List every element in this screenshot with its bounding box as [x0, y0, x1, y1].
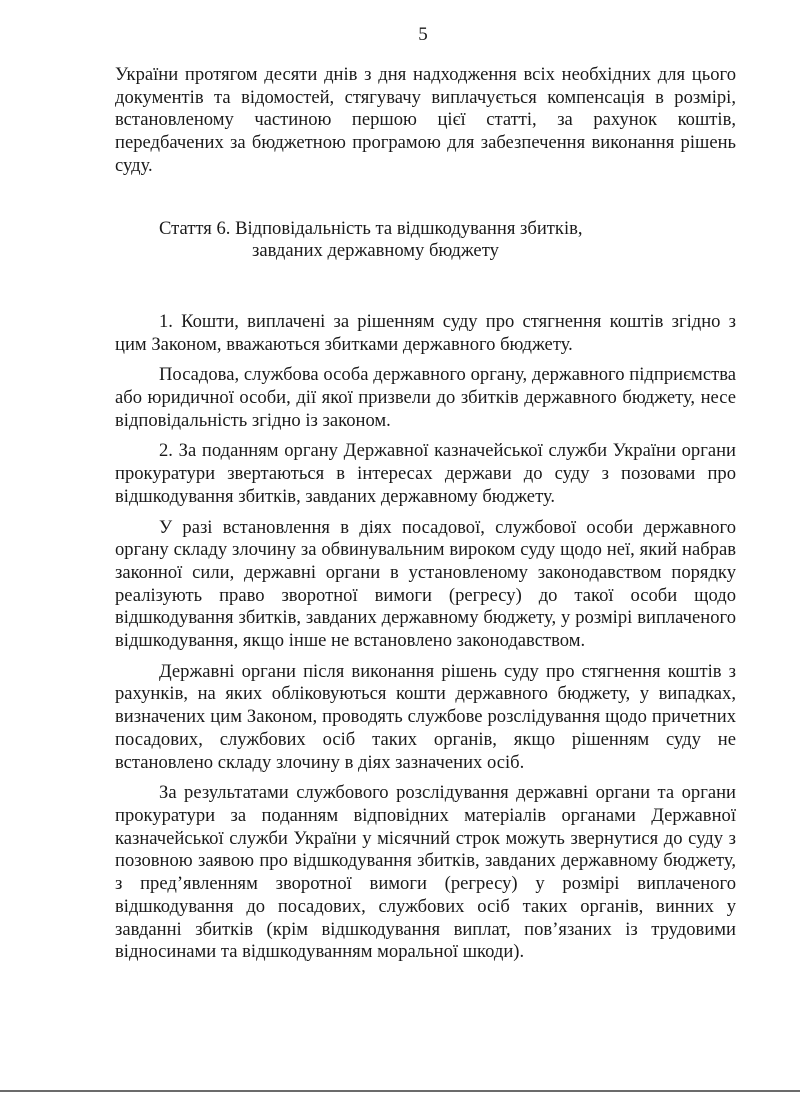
article-paragraph: За результатами службового розслідування державні органи та органи прокуратури за поданням відповідних матеріалів органами Державної казначейської служби України у місячний строк можуть звернутися до суду з позовною заявою про відшкодування збитків, завданих державному бюджету, з пред’явленням зворотної вимоги (регресу) у розмірі виплаченого відшкодування до посадових, службових осіб таких органів, винних у завданні збитків (крім відшкодування виплат, пов’язаних із трудовими відносинами та відшкодуванням моральної шкоди). [115, 782, 736, 963]
article-paragraph: Державні органи після виконання рішень суду про стягнення коштів з рахунків, на яких обліковуються кошти державного бюджету, у випадках, визначених цим Законом, проводять службове розслідування щодо причетних посадових, службових осіб таких органів, якщо рішенням суду не встановлено складу злочину в діях зазначених осіб. [115, 660, 736, 773]
continued-paragraph: України протягом десяти днів з дня надходження всіх необхідних для цього документів та відомостей, стягувачу виплачується компенсація в розмірі, встановленому частиною першою цієї статті, за рахунок коштів, передбачених за бюджетною програмою для забезпечення виконання рішень суду. [115, 64, 736, 176]
scan-edge-divider [0, 1090, 800, 1092]
document-body [115, 64, 736, 964]
article-paragraph: 2. За поданням органу Державної казначейської служби України органи прокуратури звертаються в інтересах держави до суду з позовами про відшкодування збитків, завданих державному бюджету. [115, 440, 736, 507]
article-heading-line1: Стаття 6. Відповідальність та відшкодування збитків, [159, 217, 583, 239]
article-heading [115, 218, 736, 263]
article-heading-line2: завданих державному бюджету [252, 240, 499, 262]
article-paragraph: У разі встановлення в діях посадової, службової особи державного органу складу злочину за обвинувальним вироком суду щодо неї, який набрав законної сили, державні органи в установленому законодавством порядку реалізують право зворотної вимоги (регресу) до такої особи щодо відшкодування збитків, завданих державному бюджету, у розмірі виплаченого відшкодування, якщо інше не встановлено законодавством. [115, 516, 736, 652]
article-paragraph: Посадова, службова особа державного органу, державного підприємства або юридичної особи, дії якої призвели до збитків державного бюджету, несе відповідальність згідно із законом. [115, 364, 736, 431]
article-paragraph: 1. Кошти, виплачені за рішенням суду про стягнення коштів згідно з цим Законом, вважаються збитками державного бюджету. [115, 310, 736, 355]
page-number: 5 [418, 24, 428, 45]
